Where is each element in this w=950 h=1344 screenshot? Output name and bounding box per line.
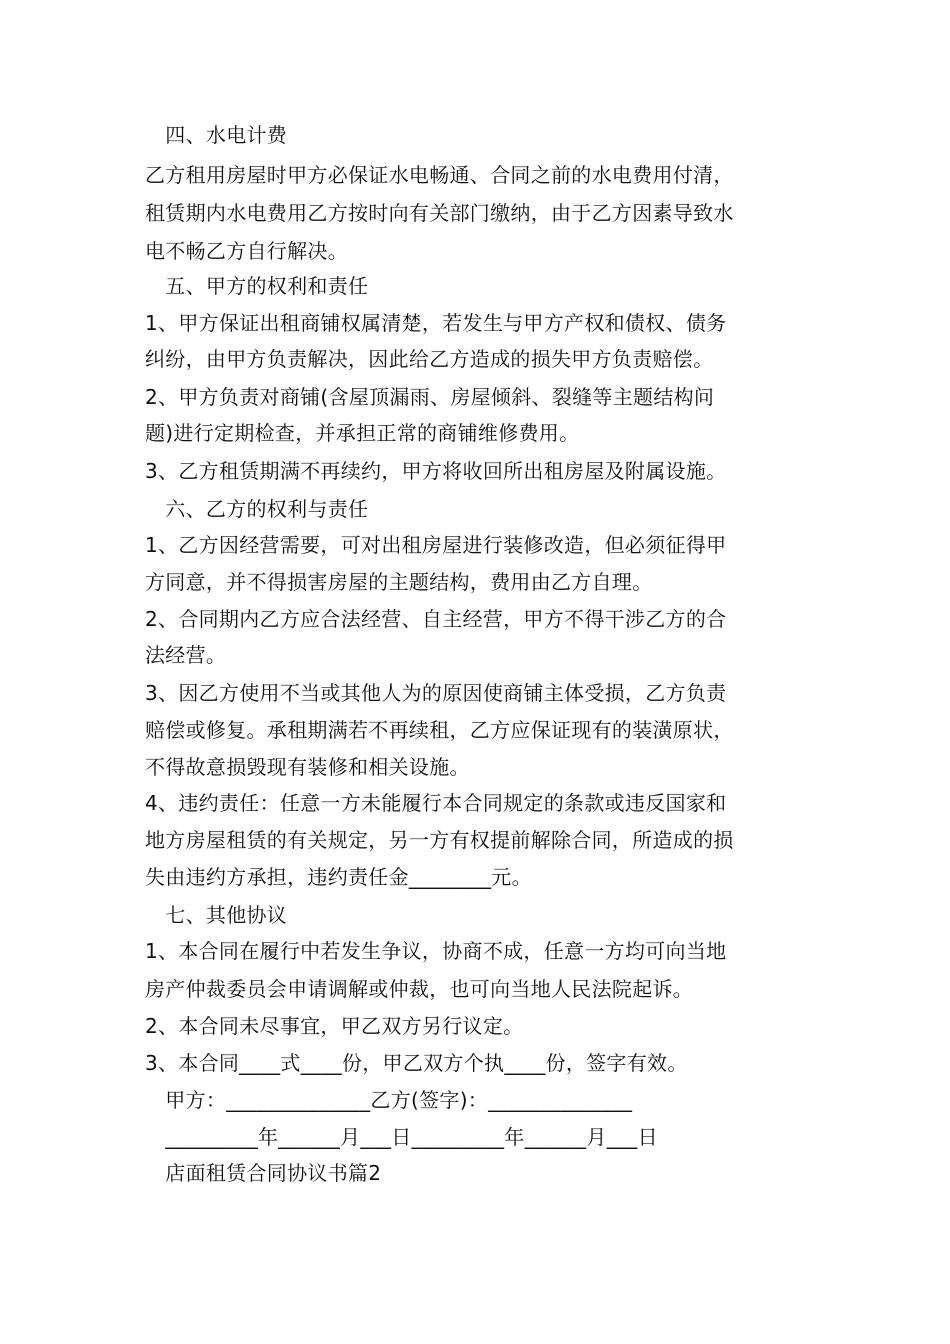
- next-section-title: 店面租赁合同协议书篇2: [145, 1161, 382, 1185]
- paragraph-line: 赔偿或修复。承租期满若不再续租，乙方应保证现有的装潢原状，: [145, 718, 734, 742]
- paragraph-line: 失由违约方承担，违约责任金________元。: [145, 865, 532, 889]
- paragraph-line: 2、本合同未尽事宜，甲乙双方另行议定。: [145, 1014, 524, 1038]
- paragraph-line: 3、乙方租赁期满不再续约，甲方将收回所出租房屋及附属设施。: [145, 459, 727, 483]
- paragraph-line: 3、本合同____式____份，甲乙双方个执____份，签字有效。: [145, 1051, 688, 1075]
- paragraph-line: 1、本合同在履行中若发生争议，协商不成，任意一方均可向当地: [145, 939, 727, 963]
- paragraph-line: 4、违约责任：任意一方未能履行本合同规定的条款或违反国家和: [145, 791, 727, 815]
- section-heading-party-a: 五、甲方的权利和责任: [145, 274, 369, 298]
- paragraph-line: 地方房屋租赁的有关规定，另一方有权提前解除合同，所造成的损: [145, 828, 734, 852]
- paragraph-line: 法经营。: [145, 643, 227, 667]
- paragraph-line: 方同意，并不得损害房屋的主题结构，费用由乙方自理。: [145, 570, 653, 594]
- paragraph-line: 电不畅乙方自行解决。: [145, 239, 348, 263]
- paragraph-line: 题)进行定期检查，并承担正常的商铺维修费用。: [145, 421, 580, 445]
- paragraph-line: 2、甲方负责对商铺(含屋顶漏雨、房屋倾斜、裂缝等主题结构问: [145, 385, 715, 409]
- section-heading-other: 七、其他协议: [145, 903, 288, 927]
- paragraph-line: 房产仲裁委员会申请调解或仲裁，也可向当地人民法院起诉。: [145, 977, 694, 1001]
- paragraph-line: 乙方租用房屋时甲方必保证水电畅通、合同之前的水电费用付清，: [145, 163, 734, 187]
- paragraph-line: 纠纷，由甲方负责解决，因此给乙方造成的损失甲方负责赔偿。: [145, 347, 714, 371]
- signature-line: 甲方：______________乙方(签字)：______________: [145, 1088, 633, 1112]
- paragraph-line: 1、甲方保证出租商铺权属清楚，若发生与甲方产权和债权、债务: [145, 311, 727, 335]
- paragraph-line: 租赁期内水电费用乙方按时向有关部门缴纳，由于乙方因素导致水: [145, 201, 734, 225]
- paragraph-line: 2、合同期内乙方应合法经营、自主经营，甲方不得干涉乙方的合: [145, 607, 727, 631]
- section-heading-party-b: 六、乙方的权利与责任: [145, 497, 369, 521]
- paragraph-line: 不得故意损毁现有装修和相关设施。: [145, 755, 470, 779]
- paragraph-line: 3、因乙方使用不当或其他人为的原因使商铺主体受损，乙方负责: [145, 681, 727, 705]
- paragraph-line: 1、乙方因经营需要，可对出租房屋进行装修改造，但必须征得甲: [145, 533, 727, 557]
- section-heading-utilities: 四、水电计费: [145, 123, 288, 147]
- date-line: _________年______月___日_________年______月___日: [145, 1125, 658, 1149]
